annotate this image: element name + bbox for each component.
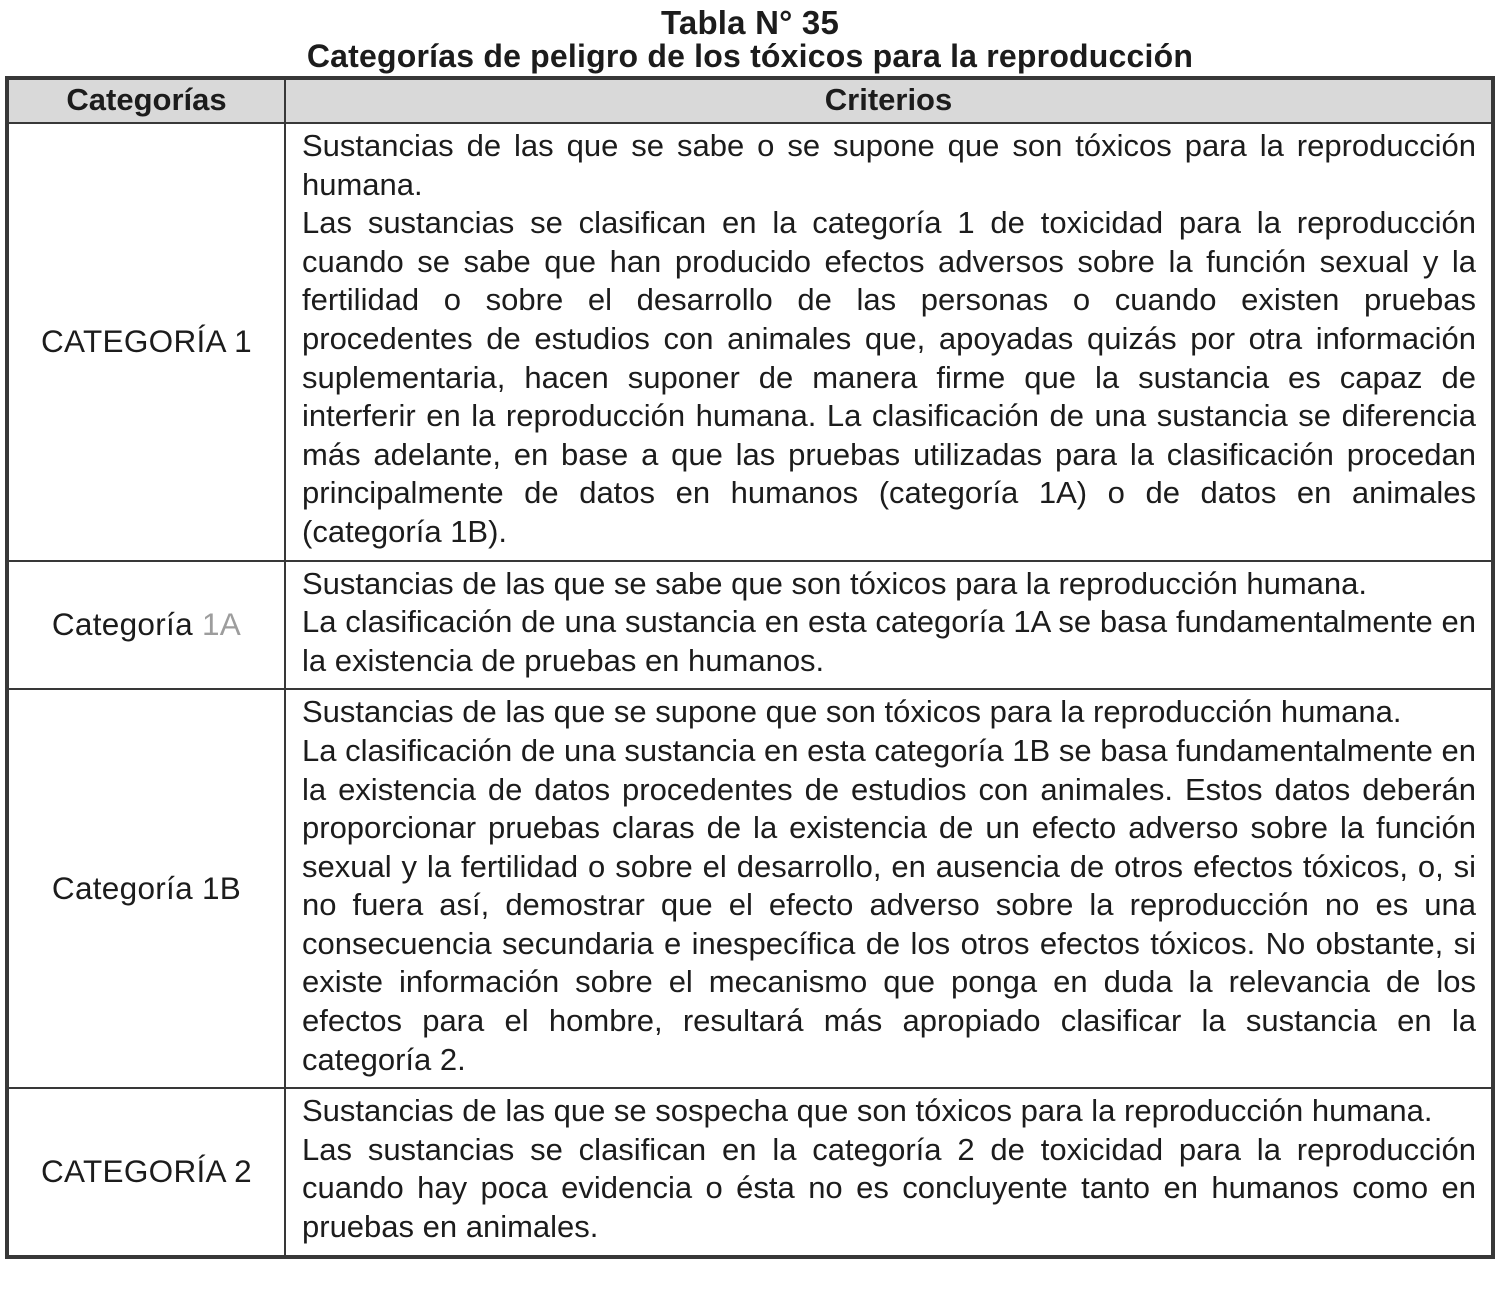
criteria-cell [285, 689, 1493, 1088]
table-body [7, 123, 1493, 1257]
criteria-paragraph: La clasificación de una sustancia en esta categoría 1B se basa fundamentalmente en la existencia de datos procedentes de estudios con animales. Estos datos deberán proporcionar pruebas claras de la existencia de un efecto adverso sobre la función sexual y la fertilidad o sobre el desarrollo, en ausencia de otros efectos tóxicos, o, si no fuera así, demostrar que el efecto adverso sobre la reproducción no es una consecuencia secundaria e inespecífica de los otros efectos tóxicos. No obstante, si existe información sobre el mecanismo que ponga en duda la relevancia de los efectos para el hombre, resultará más apropiado clasificar la sustancia en la categoría 2. [302, 732, 1476, 1077]
hazard-categories-table [5, 76, 1495, 1259]
category-cell [7, 561, 285, 690]
header-row [7, 78, 1493, 123]
table-number-title: Tabla N° 35 [660, 4, 839, 41]
criteria-paragraph: Sustancias de las que se sospecha que son tóxicos para la reproducción humana. [302, 1093, 1433, 1129]
table-header [7, 78, 1493, 123]
table-row [7, 123, 1493, 561]
criteria-cell [285, 1088, 1493, 1256]
criteria-cell [285, 561, 1493, 690]
table-row [7, 1088, 1493, 1256]
table-subtitle: Categorías de peligro de los tóxicos para la reproducción [306, 38, 1194, 74]
criteria-cell [285, 123, 1493, 561]
table-row [7, 689, 1493, 1088]
table-row [7, 561, 1493, 690]
category-label: CATEGORÍA 2 [40, 1153, 253, 1190]
criteria-paragraph: Sustancias de las que se sabe o se supone que son tóxicos para la reproducción humana. [302, 128, 1476, 202]
criteria-paragraph: Sustancias de las que se supone que son tóxicos para la reproducción humana. [302, 694, 1402, 730]
category-cell [7, 1088, 285, 1256]
criteria-paragraph: La clasificación de una sustancia en esta categoría 1A se basa fundamentalmente en la existencia de pruebas en humanos. [302, 604, 1476, 678]
criteria-paragraph: Las sustancias se clasifican en la categoría 1 de toxicidad para la reproducción cuando se sabe que han producido efectos adversos sobre la función sexual y la fertilidad o sobre el desarrollo de las personas o cuando existen pruebas procedentes de estudios con animales que, apoyadas quizás por otra información suplementaria, hacen suponer de manera firme que la sustancia es capaz de interferir en la reproducción humana. La clasificación de una sustancia se diferencia más adelante, en base a que las pruebas utilizadas para la clasificación procedan principalmente de datos en humanos (categoría 1A) o de datos en animales (categoría 1B). [302, 205, 1476, 549]
category-label: Categoría [51, 606, 202, 643]
category-label: CATEGORÍA 1 [40, 323, 253, 360]
category-cell [7, 689, 285, 1088]
category-suffix: 1A [201, 606, 242, 643]
criteria-paragraph: Sustancias de las que se sabe que son tóxicos para la reproducción humana. [302, 565, 1368, 601]
header-categorias: Categorías [7, 78, 285, 123]
category-label: Categoría 1B [51, 870, 242, 907]
criteria-paragraph: Las sustancias se clasifican en la categoría 2 de toxicidad para la reproducción cuando hay poca evidencia o ésta no es concluyente tanto en humanos como en pruebas en animales. [302, 1131, 1476, 1245]
header-criterios: Criterios [285, 78, 1493, 123]
category-cell [7, 123, 285, 561]
